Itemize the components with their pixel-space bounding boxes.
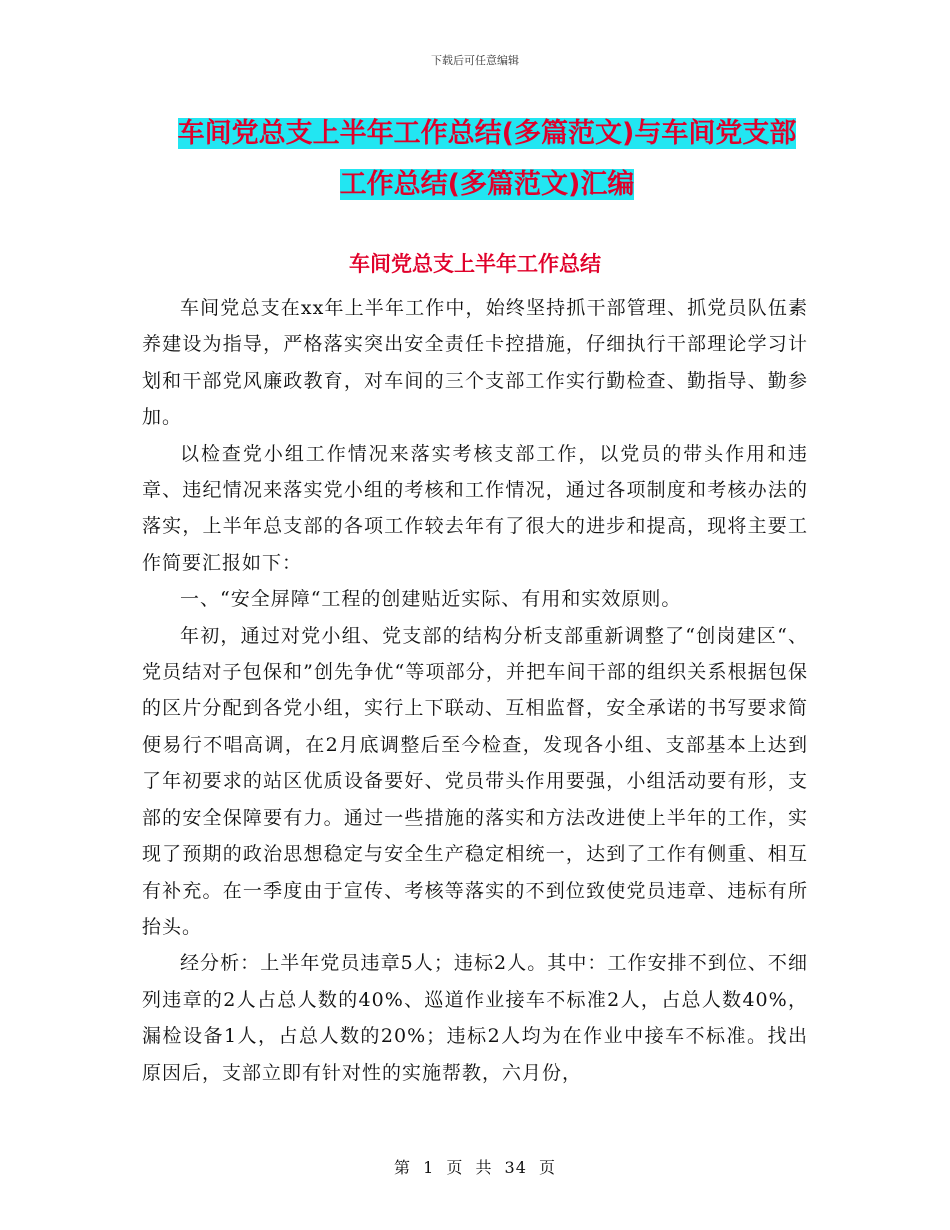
title-line-2: 工作总结(多篇范文)汇编 — [339, 169, 635, 200]
paragraph: 以检查党小组工作情况来落实考核支部工作，以党员的带头作用和违章、违纪情况来落实党小组的考核和工作情况，通过各项制度和考核办法的落实，上半年总支部的各项工作较去年有了很大的进步和提高，现将主要工作简要汇报如下： — [142, 442, 808, 574]
document-title — [142, 108, 832, 210]
paragraph: 车间党总支在xx年上半年工作中，始终坚持抓干部管理、抓党员队伍素养建设为指导，严格落实突出安全责任卡控措施，仔细执行干部理论学习计划和干部党风廉政教育，对车间的三个支部工作实行勤检查、勤指导、勤参加。 — [142, 297, 808, 429]
document-body — [142, 290, 808, 1091]
page-header-note: 下载后可任意编辑 — [431, 54, 519, 67]
paragraph: 一、“安全屏障“工程的创建贴近实际、有用和实效原则。 — [180, 588, 682, 611]
paragraph: 年初，通过对党小组、党支部的结构分析支部重新调整了“创岗建区“、党员结对子包保和”创先争优“等项部分，并把车间干部的组织关系根据包保的区片分配到各党小组，实行上下联动、互相监督，安全承诺的书写要求简便易行不唱高调，在2月底调整后至今检查，发现各小组、支部基本上达到了年初要求的站区优质设备要好、党员带头作用要强，小组活动要有形，支部的安全保障要有力。通过一些措施的落实和方法改进使上半年的工作，实现了预期的政治思想稳定与安全生产稳定相统一，达到了工作有侧重、相互有补充。在一季度由于宣传、考核等落实的不到位致使党员违章、违标有所抬头。 — [142, 624, 808, 938]
paragraph: 经分析：上半年党员违章5人；违标2人。其中：工作安排不到位、不细列违章的2人占总人数的40%、巡道作业接车不标准2人，占总人数40%，漏检设备1人，占总人数的20%；违标2人均为在作业中接车不标准。找出原因后，支部立即有针对性的实施帮教，六月份， — [142, 952, 808, 1084]
section-heading: 车间党总支上半年工作总结 — [349, 252, 601, 276]
page-number: 第 1 页 共 34 页 — [394, 1158, 556, 1177]
title-line-1: 车间党总支上半年工作总结(多篇范文)与车间党支部 — [177, 118, 797, 149]
